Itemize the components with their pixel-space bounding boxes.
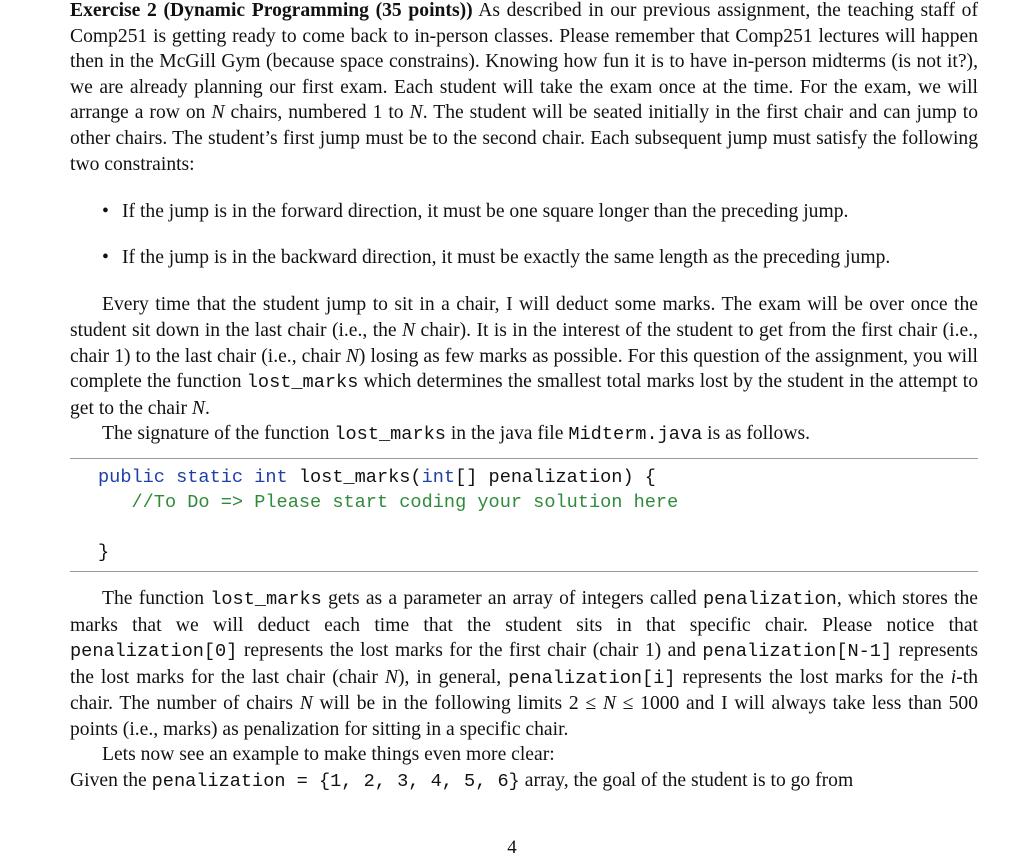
code-comment: //To Do => Please start coding your solution here	[131, 491, 679, 513]
code-closing-brace: }	[98, 541, 110, 563]
bullet-icon: •	[102, 246, 109, 268]
example-intro-paragraph: Lets now see an example to make things even more clear:	[102, 744, 555, 766]
list-item: • If the jump is in the backward direction, it must be exactly the same length as the preceding jump.	[70, 245, 978, 271]
signature-intro-paragraph: The signature of the function lost_marks in the java file Midterm.java is as follows.	[102, 423, 811, 446]
exercise-heading: Exercise 2 (Dynamic Programming (35 points))	[70, 0, 473, 21]
page-number: 4	[507, 837, 517, 858]
parameter-paragraph: The function lost_marks gets as a parameter an array of integers called penalization, which stores the marks that we will deduct each time that the student sits in that specific chair. Please notice that penalization[0] represents the lost marks for the first chair (chair 1) and penalization[N-1] represents the lost marks for the last chair (chair N), in general, penalization[i] represents the lost marks for the i-th chair. The number of chairs N will be in the following limits 2 ≤ N ≤ 1000 and I will always take less than 500 points (i.e., marks) as penalization for sitting in a specific chair.	[70, 587, 979, 740]
example-paragraph: Given the penalization = {1, 2, 3, 4, 5, 6} array, the goal of the student is to go from	[70, 770, 854, 793]
list-item: • If the jump is in the forward direction, it must be one square longer than the preceding jump.	[70, 199, 978, 225]
code-block: public static int lost_marks(int[] penalization) { //To Do => Please start coding your solution here }	[70, 458, 978, 572]
document-page	[70, 0, 978, 795]
bullet-icon: •	[102, 201, 109, 223]
constraints-list	[70, 199, 978, 270]
penalty-paragraph: Every time that the student jump to sit in a chair, I will deduct some marks. The exam will be over once the student sit down in the last chair (i.e., the N chair). It is in the interest of the student to get from the first chair (i.e., chair 1) to the last chair (i.e., chair N) losing as few marks as possible. For this question of the assignment, you will complete the function lost_marks which determines the smallest total marks lost by the student in the attempt to get to the chair N.	[70, 294, 978, 419]
exercise-intro-paragraph: Exercise 2 (Dynamic Programming (35 points)) As described in our previous assignment, the teaching staff of Comp251 is getting ready to come back to in-person classes. Please remember that Comp251 lectures will happen then in the McGill Gym (because space constrains). Knowing how fun it is to have in-person midterms (is not it?), we are already planning our first exam. Each student will take the exam once at the time. For the exam, we will arrange a row on N chairs, numbered 1 to N. The student will be seated initially in the first chair and can jump to other chairs. The student’s first jump must be to the second chair. Each subsequent jump must satisfy the following two constraints:	[70, 0, 979, 175]
